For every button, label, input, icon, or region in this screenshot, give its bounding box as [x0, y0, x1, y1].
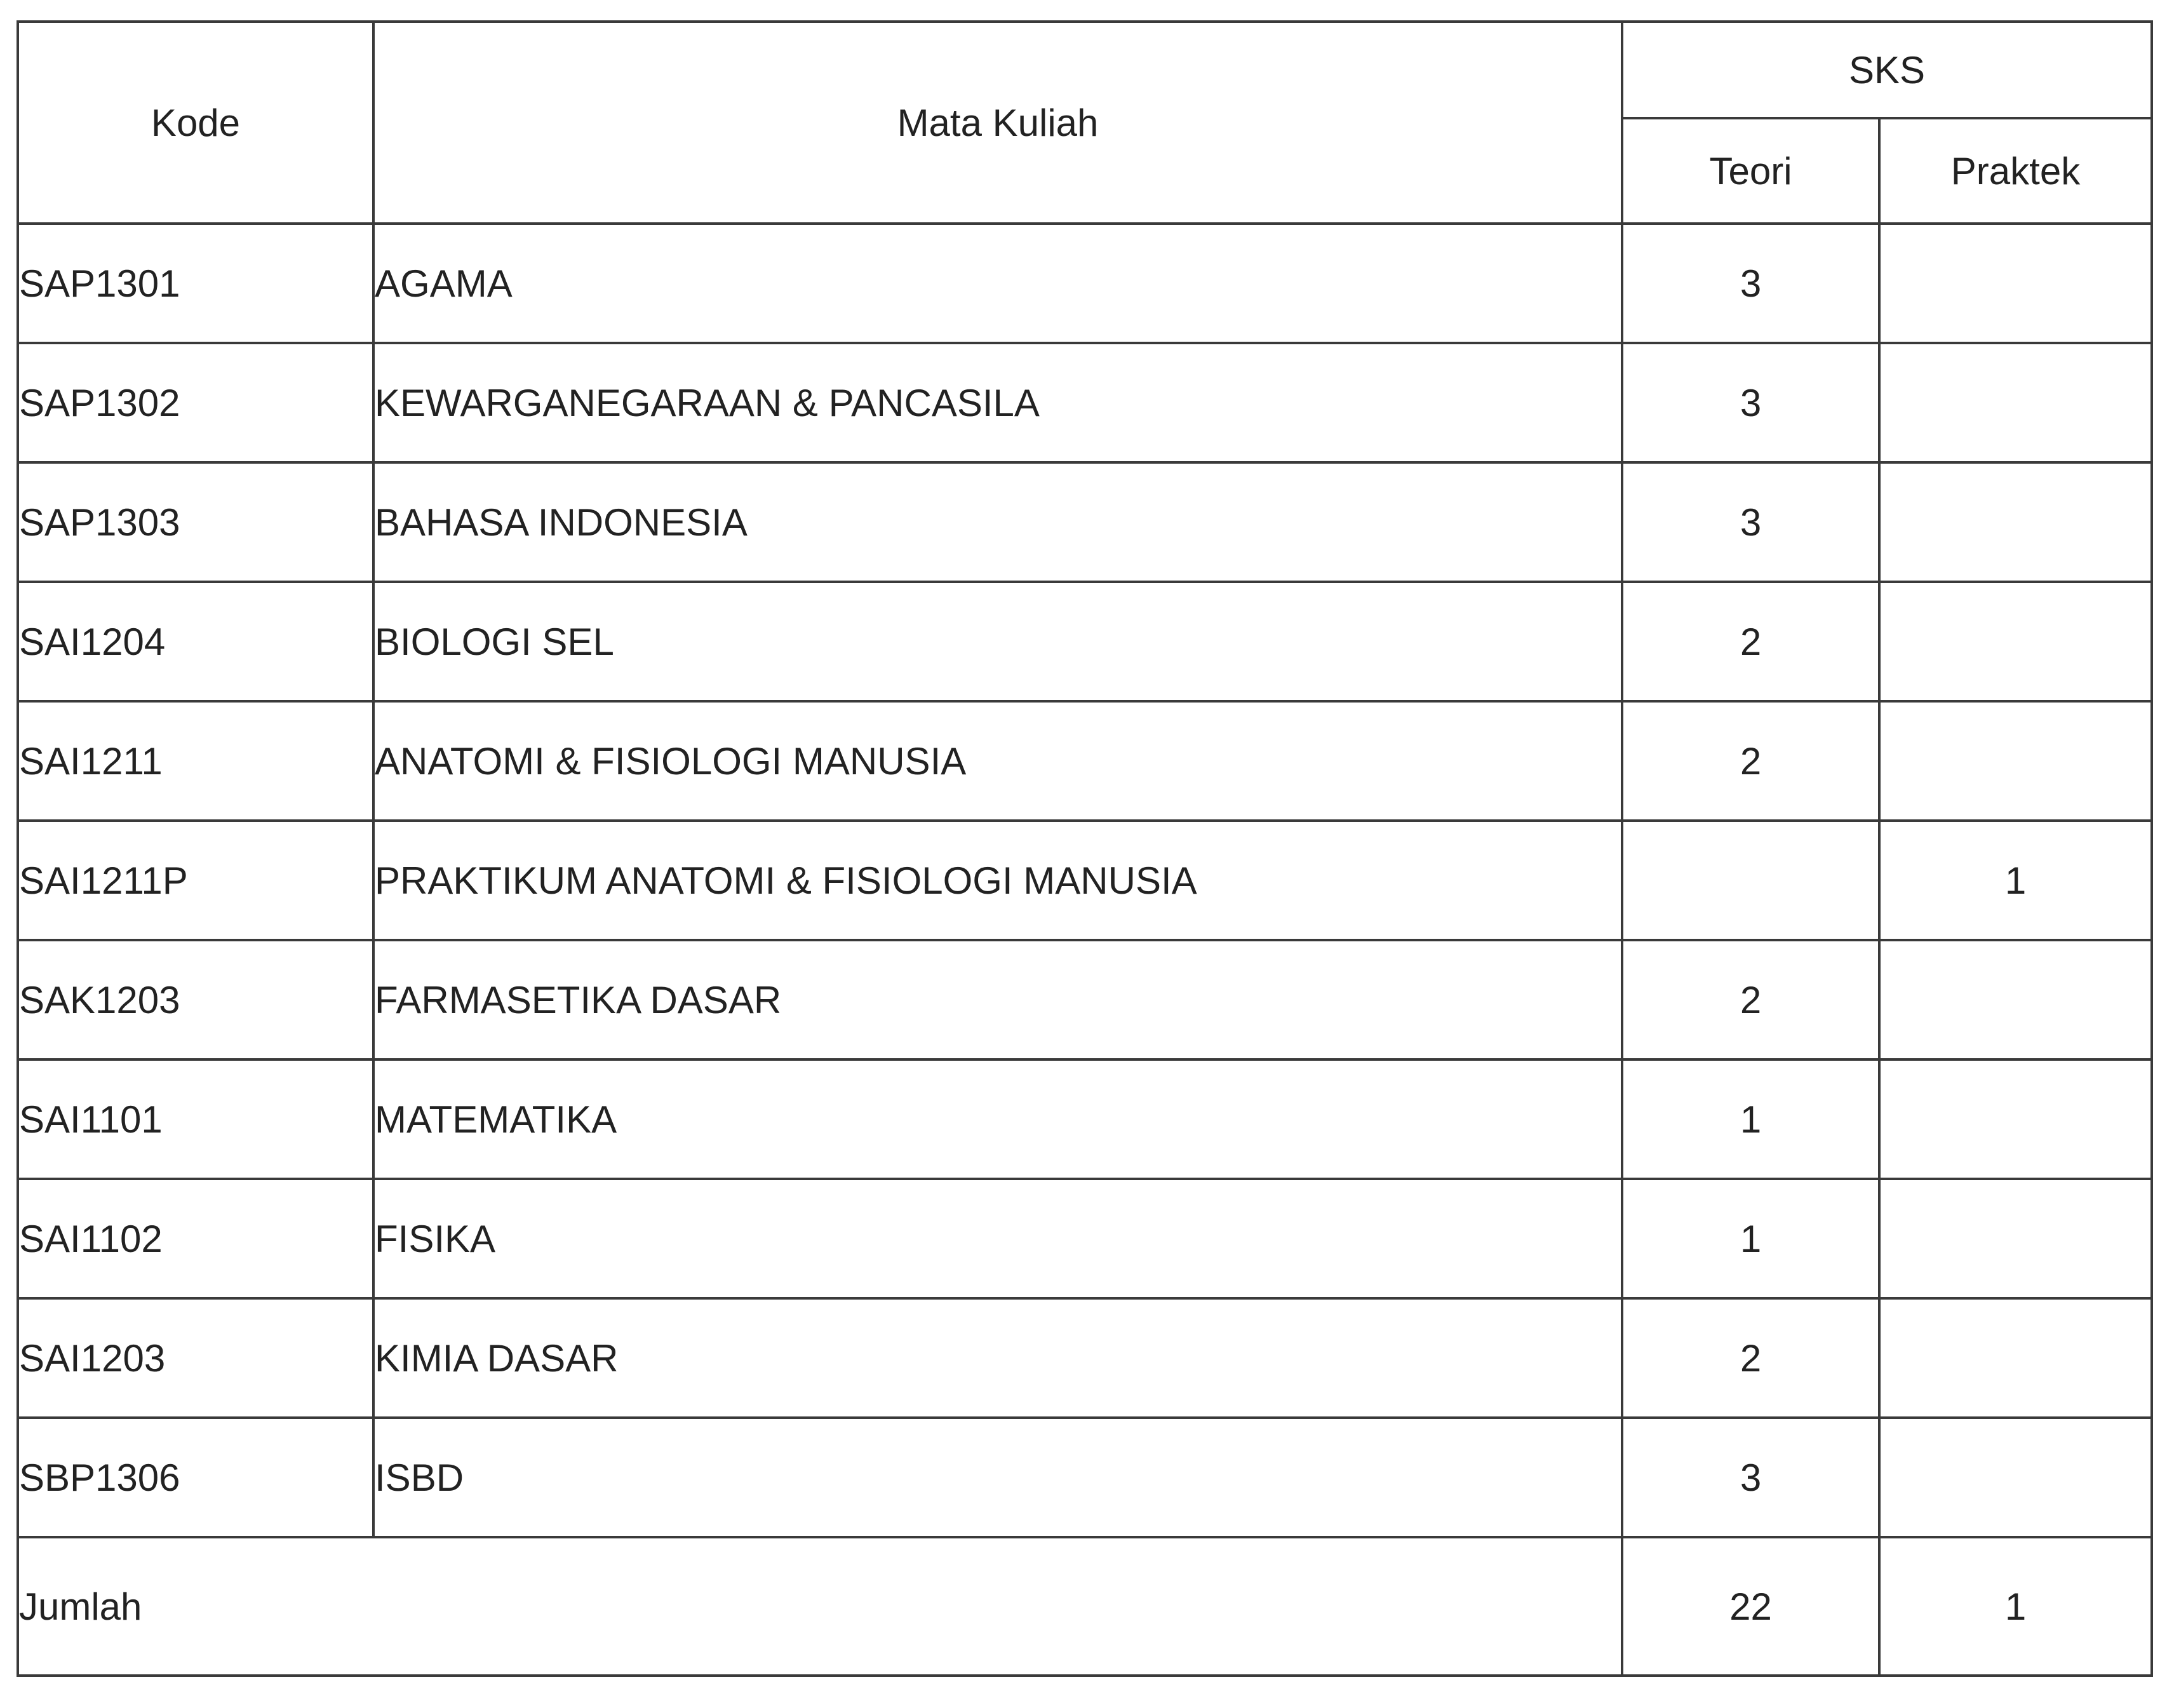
sks-praktek [1879, 1418, 2152, 1537]
sks-teori: 1 [1622, 1059, 1879, 1179]
sks-praktek [1879, 940, 2152, 1059]
sks-teori: 2 [1622, 940, 1879, 1059]
header-praktek: Praktek [1879, 118, 2152, 224]
course-name: FARMASETIKA DASAR [373, 940, 1622, 1059]
total-teori: 22 [1622, 1537, 1879, 1676]
sks-praktek [1879, 224, 2152, 343]
course-code: SAI1204 [18, 582, 373, 701]
course-code: SAI1102 [18, 1179, 373, 1298]
sks-teori: 3 [1622, 343, 1879, 462]
sks-praktek [1879, 462, 2152, 582]
sks-teori: 2 [1622, 701, 1879, 821]
course-code: SAP1303 [18, 462, 373, 582]
table-row [18, 701, 2152, 821]
header-teori: Teori [1622, 118, 1879, 224]
total-praktek: 1 [1879, 1537, 2152, 1676]
table-row [18, 1179, 2152, 1298]
course-name: KEWARGANEGARAAN & PANCASILA [373, 343, 1622, 462]
course-code: SAI1203 [18, 1298, 373, 1418]
sks-teori [1622, 821, 1879, 940]
course-name: ISBD [373, 1418, 1622, 1537]
sks-teori: 3 [1622, 462, 1879, 582]
sks-teori: 3 [1622, 1418, 1879, 1537]
course-name: KIMIA DASAR [373, 1298, 1622, 1418]
header-kode: Kode [18, 22, 373, 224]
course-code: SAI1211 [18, 701, 373, 821]
course-code: SAP1302 [18, 343, 373, 462]
header-row-top [18, 22, 2152, 118]
total-label: Jumlah [18, 1537, 1622, 1676]
course-code: SAK1203 [18, 940, 373, 1059]
table-row [18, 224, 2152, 343]
sks-praktek: 1 [1879, 821, 2152, 940]
total-row [18, 1537, 2152, 1676]
sks-teori: 2 [1622, 1298, 1879, 1418]
table-row [18, 821, 2152, 940]
sks-praktek [1879, 1059, 2152, 1179]
course-code: SAP1301 [18, 224, 373, 343]
table-row [18, 1418, 2152, 1537]
course-name: AGAMA [373, 224, 1622, 343]
course-name: PRAKTIKUM ANATOMI & FISIOLOGI MANUSIA [373, 821, 1622, 940]
table-row [18, 462, 2152, 582]
sks-teori: 3 [1622, 224, 1879, 343]
sks-teori: 1 [1622, 1179, 1879, 1298]
sks-praktek [1879, 343, 2152, 462]
sks-praktek [1879, 1179, 2152, 1298]
course-name: BAHASA INDONESIA [373, 462, 1622, 582]
course-code: SBP1306 [18, 1418, 373, 1537]
table-row [18, 940, 2152, 1059]
sks-praktek [1879, 582, 2152, 701]
header-mata-kuliah: Mata Kuliah [373, 22, 1622, 224]
sks-praktek [1879, 701, 2152, 821]
table-row [18, 582, 2152, 701]
sks-teori: 2 [1622, 582, 1879, 701]
table-row [18, 343, 2152, 462]
table-row [18, 1298, 2152, 1418]
course-table [17, 20, 2153, 1677]
sks-praktek [1879, 1298, 2152, 1418]
course-name: FISIKA [373, 1179, 1622, 1298]
header-sks: SKS [1622, 22, 2152, 118]
course-code: SAI1211P [18, 821, 373, 940]
course-name: MATEMATIKA [373, 1059, 1622, 1179]
course-name: ANATOMI & FISIOLOGI MANUSIA [373, 701, 1622, 821]
course-code: SAI1101 [18, 1059, 373, 1179]
table-row [18, 1059, 2152, 1179]
course-name: BIOLOGI SEL [373, 582, 1622, 701]
